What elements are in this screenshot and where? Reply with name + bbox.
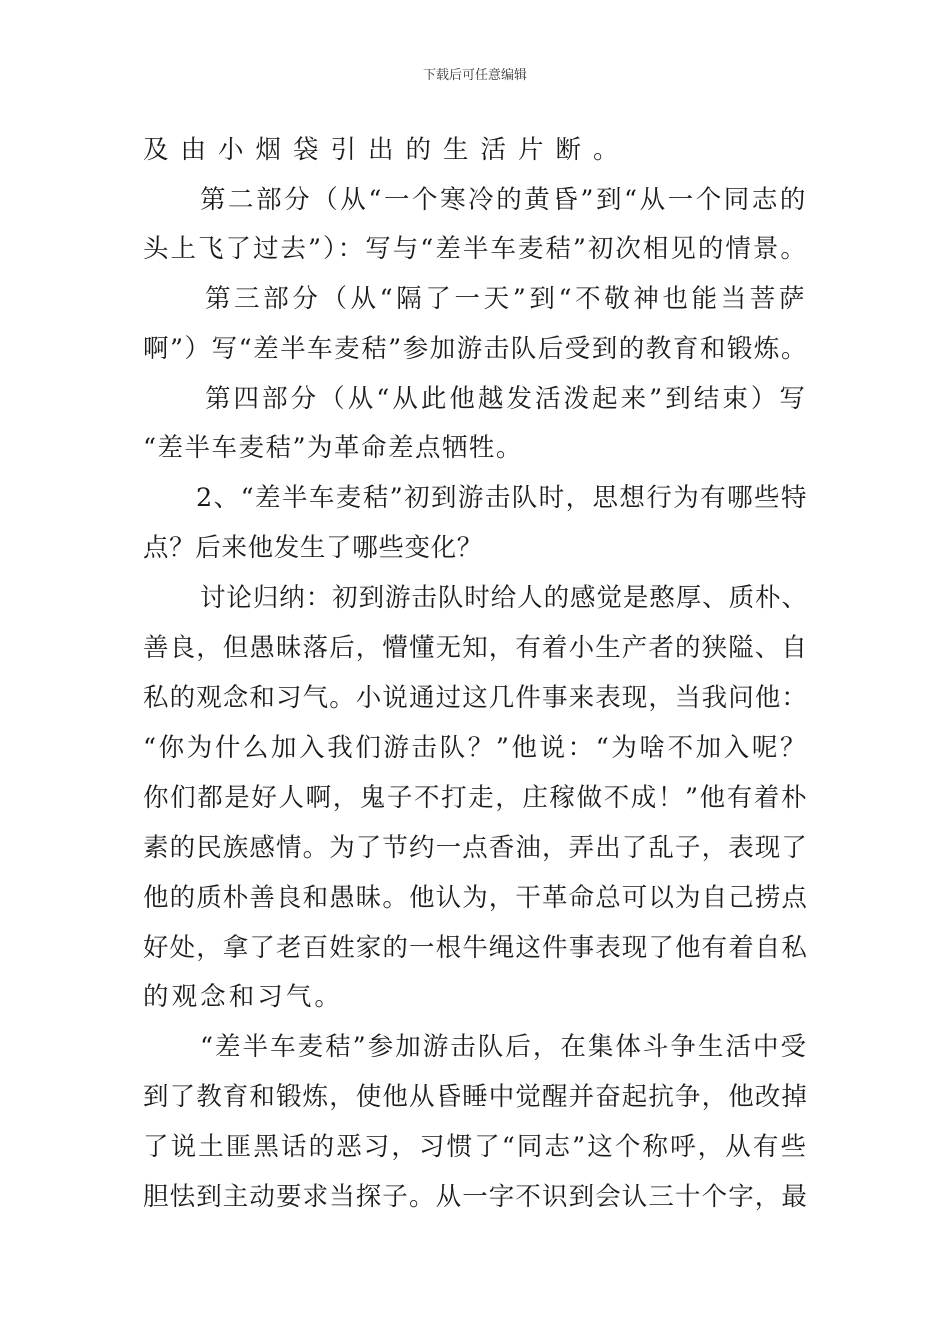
text-line: 点？后来他发生了哪些变化？ — [143, 533, 483, 563]
text-line: “你为什么加入我们游击队？”他说：“为啥不加入呢？ — [143, 733, 809, 763]
text-line: 你们都是好人啊，鬼子不打走，庄稼做不成！”他有着朴 — [143, 783, 809, 813]
text-line: 了说土匪黑话的恶习，习惯了“同志”这个称呼，从有些 — [143, 1132, 809, 1162]
text-line: 2、“差半车麦秸”初到游击队时，思想行为有哪些特 — [196, 483, 808, 513]
text-line: 好处，拿了老百姓家的一根牛绳这件事表现了他有着自私 — [143, 933, 809, 963]
text-line: 及由小烟袋引出的生活片断。 — [143, 135, 631, 165]
text-line: 到了教育和锻炼，使他从昏睡中觉醒并奋起抗争，他改掉 — [143, 1082, 809, 1112]
text-line: 讨论归纳：初到游击队时给人的感觉是憨厚、质朴、 — [200, 583, 808, 613]
text-line: 头上飞了过去”）：写与“差半车麦秸”初次相见的情景。 — [143, 234, 808, 264]
text-line: 私的观念和习气。小说通过这几件事来表现，当我问他： — [143, 683, 809, 713]
text-line: 第三部分（从“隔了一天”到“不敬神也能当菩萨 — [205, 284, 809, 314]
text-line: 的观念和习气。 — [143, 982, 343, 1012]
text-line: 善良，但愚昧落后，懵懂无知，有着小生产者的狭隘、自 — [143, 633, 809, 663]
page-header: 下载后可任意编辑 — [422, 68, 527, 83]
text-line: 第四部分（从“从此他越发活泼起来”到结束）写 — [205, 384, 808, 414]
text-line: 啊”）写“差半车麦秸”参加游击队后受到的教育和锻炼。 — [143, 334, 808, 364]
text-line: 他的质朴善良和愚昧。他认为，干革命总可以为自己捞点 — [143, 883, 809, 913]
text-line: 第二部分（从“一个寒冷的黄昏”到“从一个同志的 — [200, 185, 808, 215]
text-line: 素的民族感情。为了节约一点香油，弄出了乱子，表现了 — [143, 833, 809, 863]
text-line: 胆怯到主动要求当探子。从一字不识到会认三十个字，最 — [143, 1182, 809, 1212]
text-line: “差半车麦秸”参加游击队后，在集体斗争生活中受 — [200, 1032, 809, 1062]
text-line: “差半车麦秸”为革命差点牺牲。 — [143, 433, 523, 463]
